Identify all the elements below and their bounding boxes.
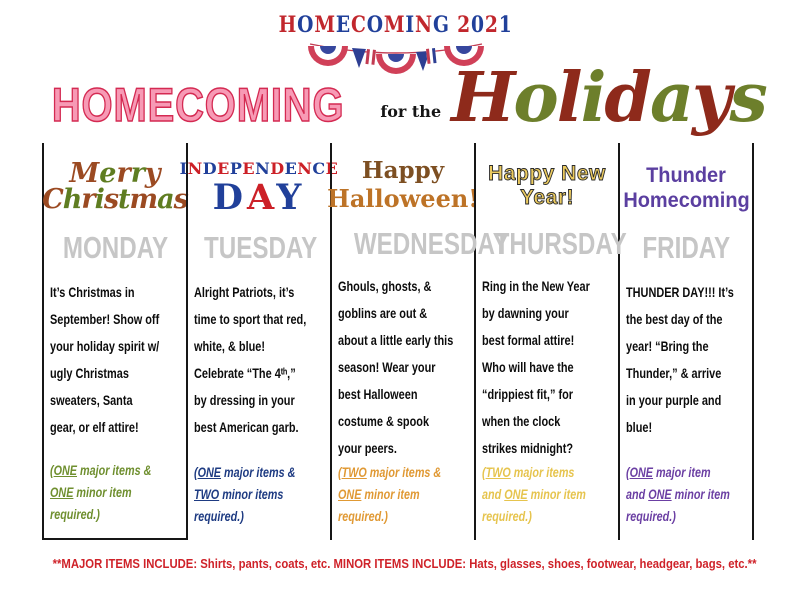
title-homecoming: HOMECOMING [51, 78, 345, 131]
requirement-note-wednesday: (TWO major items & ONE minor item required.) [338, 465, 442, 524]
day-label-tuesday: TUESDAY [203, 230, 318, 265]
theme-line-1: Thunder [646, 164, 726, 187]
requirement-note-friday: (ONE major item and ONE minor item required.) [626, 465, 730, 524]
day-description-monday: It’s Christmas in September! Show off your holiday spirit w/ ugly Christmas sweaters, Santa gear, or elf attire! [50, 284, 160, 435]
requirement-note-monday: (ONE major items & ONE minor item required.) [50, 463, 152, 522]
title-for-the: for the [380, 102, 442, 121]
column-wednesday [327, 143, 509, 540]
theme-line-2: Homecoming [622, 189, 750, 212]
column-monday [42, 143, 186, 540]
column-thursday [474, 143, 627, 540]
schedule-table [42, 143, 754, 540]
column-tuesday [179, 143, 339, 540]
theme-line-1: INDEPENDENCE [179, 159, 339, 178]
day-label-monday: MONDAY [62, 230, 168, 265]
main-title [0, 58, 792, 138]
day-label-friday: FRIDAY [642, 230, 730, 265]
theme-line-1: Merry [69, 158, 161, 189]
theme-line-2: Year! [520, 185, 574, 209]
requirement-note-tuesday: (ONE major items & TWO minor items required.) [194, 465, 296, 524]
day-label-wednesday: WEDNESDAY [353, 225, 509, 261]
banner-title [0, 12, 792, 38]
requirement-note-thursday: (TWO major items and ONE minor item required.) [482, 465, 586, 524]
theme-title-thunder-homecoming [620, 143, 752, 229]
theme-title-happy-new-year [476, 143, 618, 225]
title-holidays: Holidays [451, 58, 766, 138]
theme-title-independence-day [179, 143, 339, 229]
banner-title-text: HOMECOMING 2021 [279, 12, 513, 38]
day-description-thursday: Ring in the New Year by dawning your best formal attire! Who will have the “drippiest fit,” for when the clock strikes midnight? [482, 278, 590, 456]
day-label-thursday: THURSDAY [494, 225, 627, 261]
theme-line-1: Happy [361, 156, 445, 184]
theme-title-merry-christmas [44, 143, 186, 229]
theme-line-1: Happy New [488, 161, 606, 185]
day-description-wednesday: Ghouls, ghosts, & goblins are out & about a little early this season! Wear your best Halloween costume & spook your peers. [338, 278, 454, 456]
theme-line-2: Halloween! [327, 183, 479, 213]
theme-title-happy-halloween [327, 143, 479, 225]
theme-line-2: Christmas [42, 184, 188, 215]
day-description-tuesday: Alright Patriots, it’s time to sport that red, white, & blue! Celebrate “The 4ᵗʰ,” by dressing in your best American garb. [194, 284, 307, 435]
day-description-friday: THUNDER DAY!!! It’s the best day of the year! “Bring the Thunder,” & arrive in your purple and blue! [626, 284, 734, 435]
theme-line-2: DAY [212, 177, 306, 218]
items-footnote-text: **MAJOR ITEMS INCLUDE: Shirts, pants, coats, etc. MINOR ITEMS INCLUDE: Hats, glasses, shoes, footwear, headgear, bags, etc.** [52, 556, 757, 571]
items-footnote [0, 556, 792, 571]
column-friday [618, 143, 754, 540]
